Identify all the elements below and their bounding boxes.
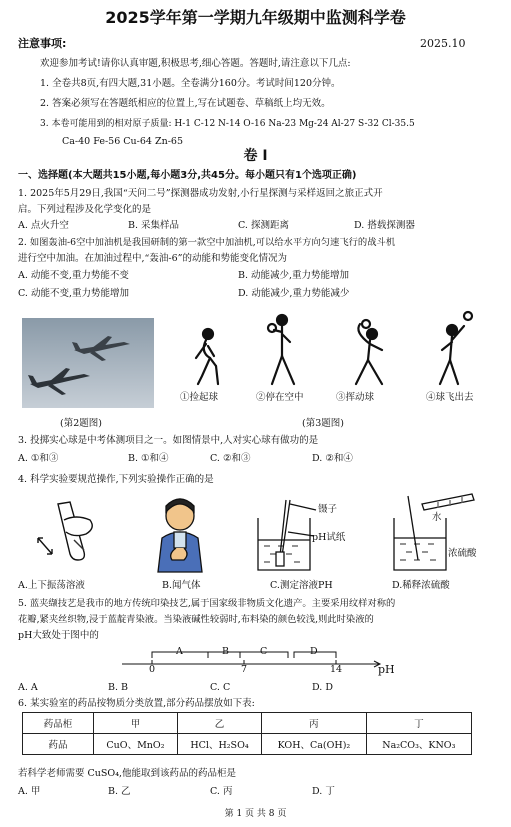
dilute-acid-figure	[388, 490, 488, 574]
notice-item-3: 3. 本卷可能用到的相对原子质量: H-1 C-12 N-14 O-16 Na-23 Mg-24 Al-27 S-32 Cl-35.5	[40, 119, 415, 129]
q3-option-d: D. ②和④	[312, 453, 353, 464]
table-header: 丁	[366, 713, 471, 734]
q5-option-c: C. C	[210, 682, 231, 693]
q6-stem: 6. 某实验室的药品按物质分类放置,部分药品摆放如下表:	[18, 698, 255, 709]
notice-item-3-cont: Ca-40 Fe-56 Cu-64 Zn-65	[62, 136, 183, 147]
q6-option-d: D. 丁	[312, 786, 335, 797]
fig3-label-4: ④球飞出去	[426, 392, 474, 403]
q2-option-d: D. 动能减少,重力势能减少	[238, 288, 350, 299]
chemical-cabinet-table	[22, 712, 472, 755]
q2-option-a: A. 动能不变,重力势能不变	[18, 270, 129, 281]
axis-unit: pH	[378, 663, 395, 676]
fig3-label-3: ③挥动球	[336, 392, 375, 403]
q3-option-a: A. ①和③	[18, 453, 59, 464]
q1-option-b: B. 采集样品	[128, 220, 180, 231]
axis-letter-b: B	[222, 646, 229, 657]
table-header: 药品柜	[23, 713, 94, 734]
q4-label-water: 水	[432, 512, 442, 523]
test-tube-shaking-figure	[30, 494, 110, 574]
axis-letter-a: A	[176, 646, 183, 657]
q1-option-c: C. 探测距离	[238, 220, 289, 231]
q4-label-sulfuric-acid: 浓硫酸	[448, 548, 477, 559]
axis-letter-d: D	[310, 646, 318, 657]
table-header-row	[23, 713, 472, 734]
q4-option-b: B.闻气体	[162, 580, 201, 591]
q5-stem-3: pH大致处于图中的	[18, 630, 99, 641]
q5-option-a: A. A	[18, 682, 38, 693]
axis-letter-c: C	[260, 646, 268, 657]
ball-throw-figures	[176, 312, 496, 392]
q1-stem-1: 1. 2025年5月29日,我国“天问二号”探测器成功发射,小行星探测与采样返回之旅正式开	[18, 188, 383, 199]
q5-stem-2: 花瓣,紧夹丝织物,浸于蓝靛青染液。当染液碱性较弱时,布料染的颜色较浅,则此时染液的	[18, 614, 374, 625]
exam-date: 2025.10	[420, 37, 466, 50]
fig3-label-1: ①捡起球	[180, 392, 219, 403]
q6-option-c: C. 丙	[210, 786, 233, 797]
table-cell: Na₂CO₃、KNO₃	[366, 734, 471, 755]
ph-number-line	[118, 644, 398, 678]
q2-option-b: B. 动能减少,重力势能增加	[238, 270, 350, 281]
notice-item-2: 2. 答案必须写在答题纸相应的位置上,写在试题卷、草稿纸上均无效。	[40, 98, 331, 109]
q2-stem-1: 2. 如图轰油-6空中加油机是我国研制的第一款空中加油机,可以给水平方向匀速飞行的战斗机	[18, 237, 396, 248]
fig3-label-2: ②停在空中	[256, 392, 304, 403]
q3-stem: 3. 投掷实心球是中考体测项目之一。如图情景中,人对实心球有做功的是	[18, 435, 319, 446]
table-header: 甲	[94, 713, 178, 734]
q4-label-tweezers: 镊子	[318, 504, 338, 515]
table-header: 丙	[262, 713, 367, 734]
axis-tick-7: 7	[241, 664, 248, 675]
notice-item-1: 1. 全卷共8页,有四大题,31小题。全卷满分160分。考试时间120分钟。	[40, 78, 341, 89]
q4-option-a: A.上下振荡溶液	[18, 580, 85, 591]
volume-title: 卷 I	[243, 148, 268, 164]
q1-option-d: D. 搭载探测器	[354, 220, 415, 231]
axis-tick-14: 14	[330, 664, 343, 675]
table-row	[23, 734, 472, 755]
q5-option-b: B. B	[108, 682, 129, 693]
q6-option-a: A. 甲	[18, 786, 41, 797]
q4-stem: 4. 科学实验要规范操作,下列实验操作正确的是	[18, 474, 214, 485]
fig2-caption: (第2题图)	[60, 418, 102, 429]
q4-option-c: C.测定溶液PH	[270, 580, 333, 591]
table-cell: CuO、MnO₂	[94, 734, 178, 755]
axis-tick-0: 0	[149, 664, 156, 675]
q2-option-c: C. 动能不变,重力势能增加	[18, 288, 129, 299]
q3-option-b: B. ①和④	[128, 453, 169, 464]
section-1-heading: 一、选择题(本大题共15小题,每小题3分,共45分。每小题只有1个选项正确)	[18, 170, 357, 181]
notice-greeting: 欢迎参加考试!请你认真审题,积极思考,细心答题。答题时,请注意以下几点:	[40, 58, 351, 69]
q5-option-d: D. D	[312, 682, 333, 693]
q3-option-c: C. ②和③	[210, 453, 251, 464]
table-header: 乙	[177, 713, 261, 734]
q2-stem-2: 进行空中加油。在加油过程中,“轰油-6”的动能和势能变化情况为	[18, 253, 287, 264]
smelling-gas-figure	[140, 494, 220, 574]
q6-option-b: B. 乙	[108, 786, 131, 797]
q4-option-d: D.稀释浓硫酸	[392, 580, 450, 591]
q5-stem-1: 5. 蓝夹缬技艺是我市的地方传统印染技艺,属于国家级非物质文化遗产。主要采用纹样对称的	[18, 598, 396, 609]
paper-title: 2025学年第一学期九年级期中监测科学卷	[105, 8, 406, 27]
table-cell: KOH、Ca(OH)₂	[262, 734, 367, 755]
q1-option-a: A. 点火升空	[18, 220, 69, 231]
q1-stem-2: 启。下列过程涉及化学变化的是	[18, 204, 152, 215]
q4-label-ph-paper: pH试纸	[312, 532, 346, 543]
refueling-aircraft-photo	[22, 318, 154, 408]
q6-question: 若科学老师需要 CuSO₄,他能取到该药品的药品柜是	[18, 768, 237, 779]
page-footer: 第 1 页 共 8 页	[224, 809, 287, 819]
notice-heading: 注意事项:	[18, 37, 67, 50]
table-cell: 药品	[23, 734, 94, 755]
table-cell: HCl、H₂SO₄	[177, 734, 261, 755]
fig3-caption: (第3题图)	[302, 418, 344, 429]
